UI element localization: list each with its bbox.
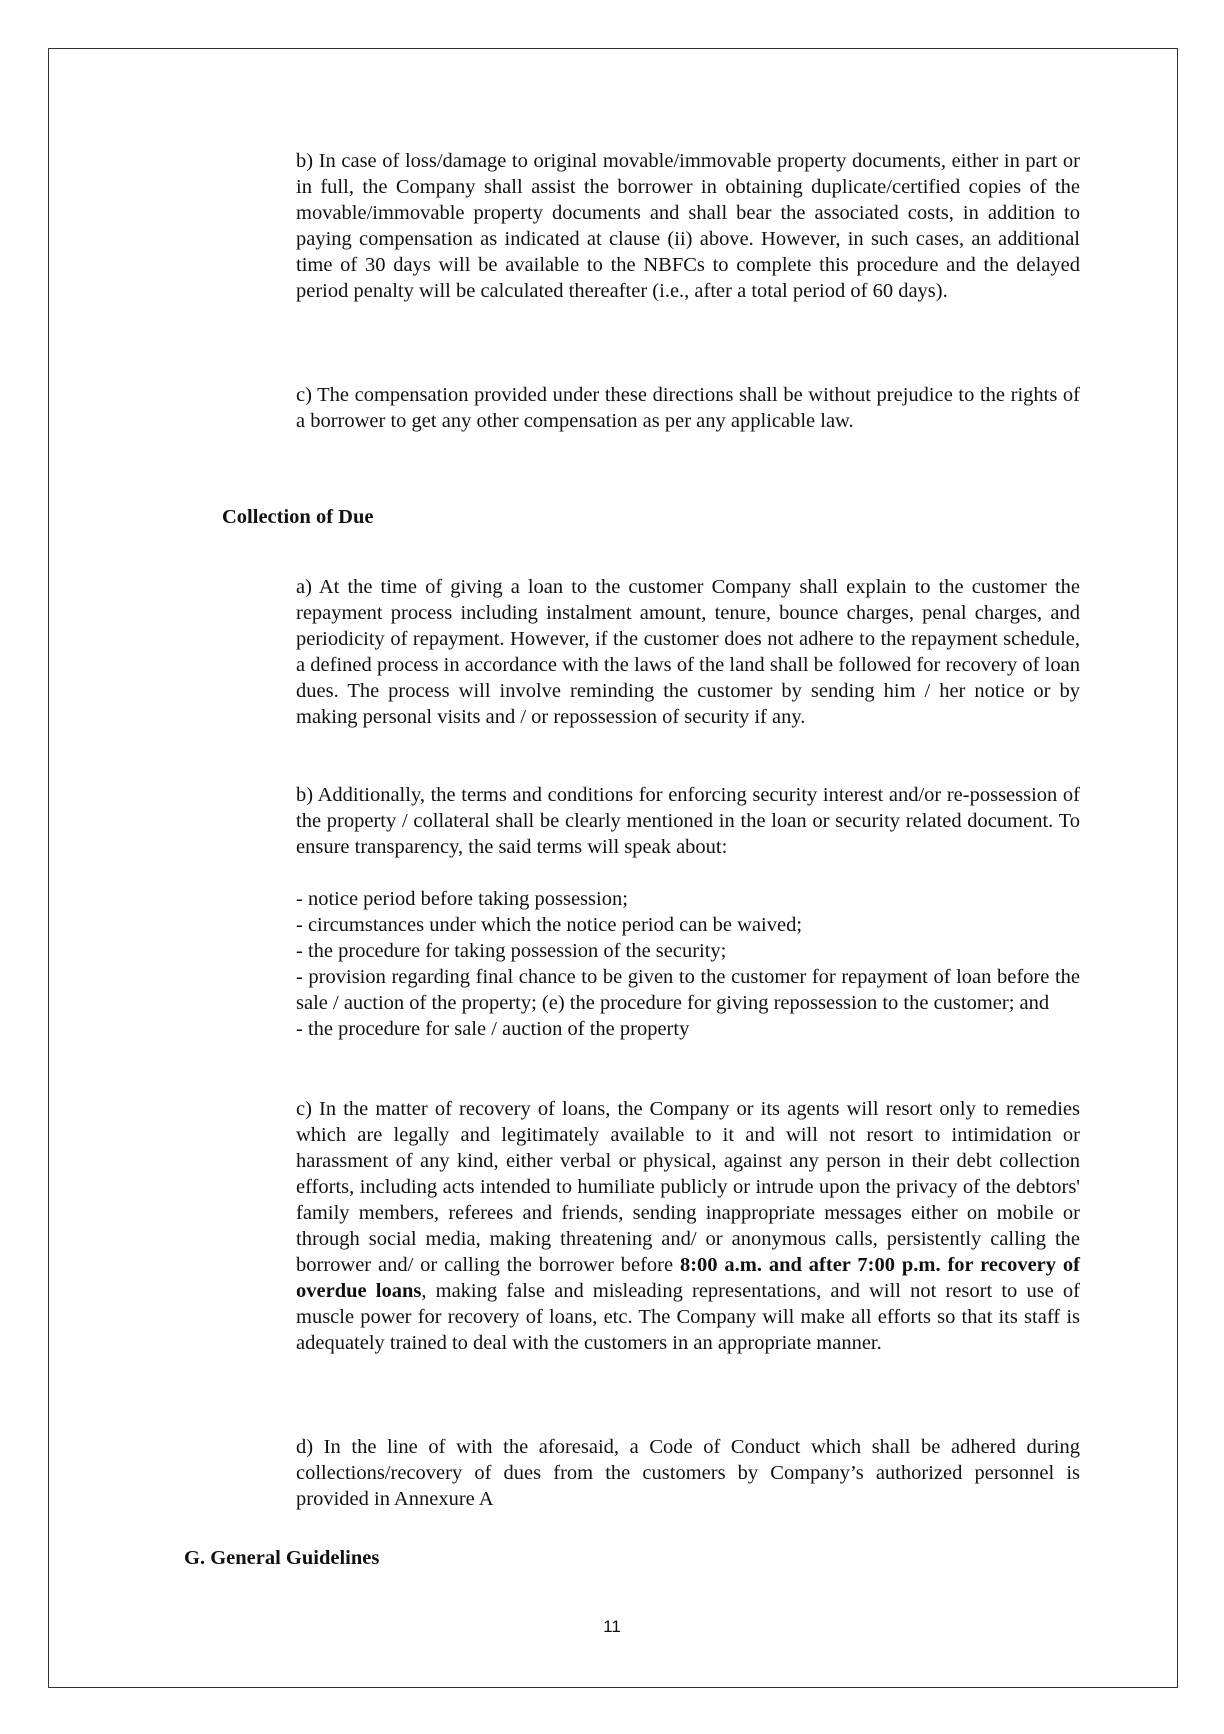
paragraph-recovery-conduct-start: c) In the matter of recovery of loans, the Company or its agents will resort only to remedies which are legally and legitimately available to it and will not resort to intimidation or harassment of any kind, either verbal or physical, against any person in their debt collection efforts, including acts intended to humiliate publicly or intrude upon the privacy of the debtors' family members, referees and friends, sending inappropriate messages either on mobile or through social media, making threatening and/ or anonymous calls, persistently calling the borrower and/ or calling the borrower before [296, 1098, 1080, 1276]
list-item: - the procedure for sale / auction of the property [296, 1018, 690, 1040]
heading-collection-of-due: Collection of Due [222, 506, 374, 528]
paragraph-repayment-process: a) At the time of giving a loan to the customer Company shall explain to the customer the repayment process including instalment amount, tenure, bounce charges, penal charges, and periodicity of repayment. However, if the customer does not adhere to the repayment schedule, a defined process in accordance with the laws of the land shall be followed for recovery of loan dues. The process will involve reminding the customer by sending him / her notice or by making personal visits and / or repossession of security if any. [296, 576, 1080, 728]
paragraph-recovery-conduct-end: , making false and misleading representations, and will not resort to use of muscle power for recovery of loans, etc. The Company will make all efforts so that its staff is adequately trained to deal with the customers in an appropriate manner. [296, 1280, 1080, 1354]
paragraph-loss-damage-documents: b) In case of loss/damage to original movable/immovable property documents, either in part or in full, the Company shall assist the borrower in obtaining duplicate/certified copies of the movable/immovable property documents and shall bear the associated costs, in addition to paying compensation as indicated at clause (ii) above. However, in such cases, an additional time of 30 days will be available to the NBFCs to complete this procedure and the delayed period penalty will be calculated thereafter (i.e., after a total period of 60 days). [296, 150, 1080, 302]
paragraph-security-interest-intro: b) Additionally, the terms and conditions for enforcing security interest and/or re-possession of the property / collateral shall be clearly mentioned in the loan or security related document. To ensure transparency, the said terms will speak about: [296, 784, 1080, 858]
list-item: - provision regarding final chance to be given to the customer for repayment of loan before the sale / auction of the property; (e) the procedure for giving repossession to the customer; and [296, 966, 1080, 1014]
paragraph-compensation-without-prejudice: c) The compensation provided under these directions shall be without prejudice to the rights of a borrower to get any other compensation as per any applicable law. [296, 384, 1080, 432]
page-number: 11 [603, 1617, 621, 1636]
list-item: - the procedure for taking possession of the security; [296, 940, 727, 962]
paragraph-code-of-conduct: d) In the line of with the aforesaid, a Code of Conduct which shall be adhered during collections/recovery of dues from the customers by Company’s authorized personnel is provided in Annexure A [296, 1436, 1080, 1510]
heading-general-guidelines: G. General Guidelines [184, 1547, 380, 1569]
recovery-hours-emphasis: 8:00 a.m. and after 7:00 p.m. for recovery of overdue loans [296, 1254, 1080, 1302]
list-item: - notice period before taking possession; [296, 888, 628, 910]
security-terms-list [296, 886, 1080, 1042]
list-item: - circumstances under which the notice period can be waived; [296, 914, 803, 936]
paragraph-recovery-conduct [296, 1096, 1080, 1356]
